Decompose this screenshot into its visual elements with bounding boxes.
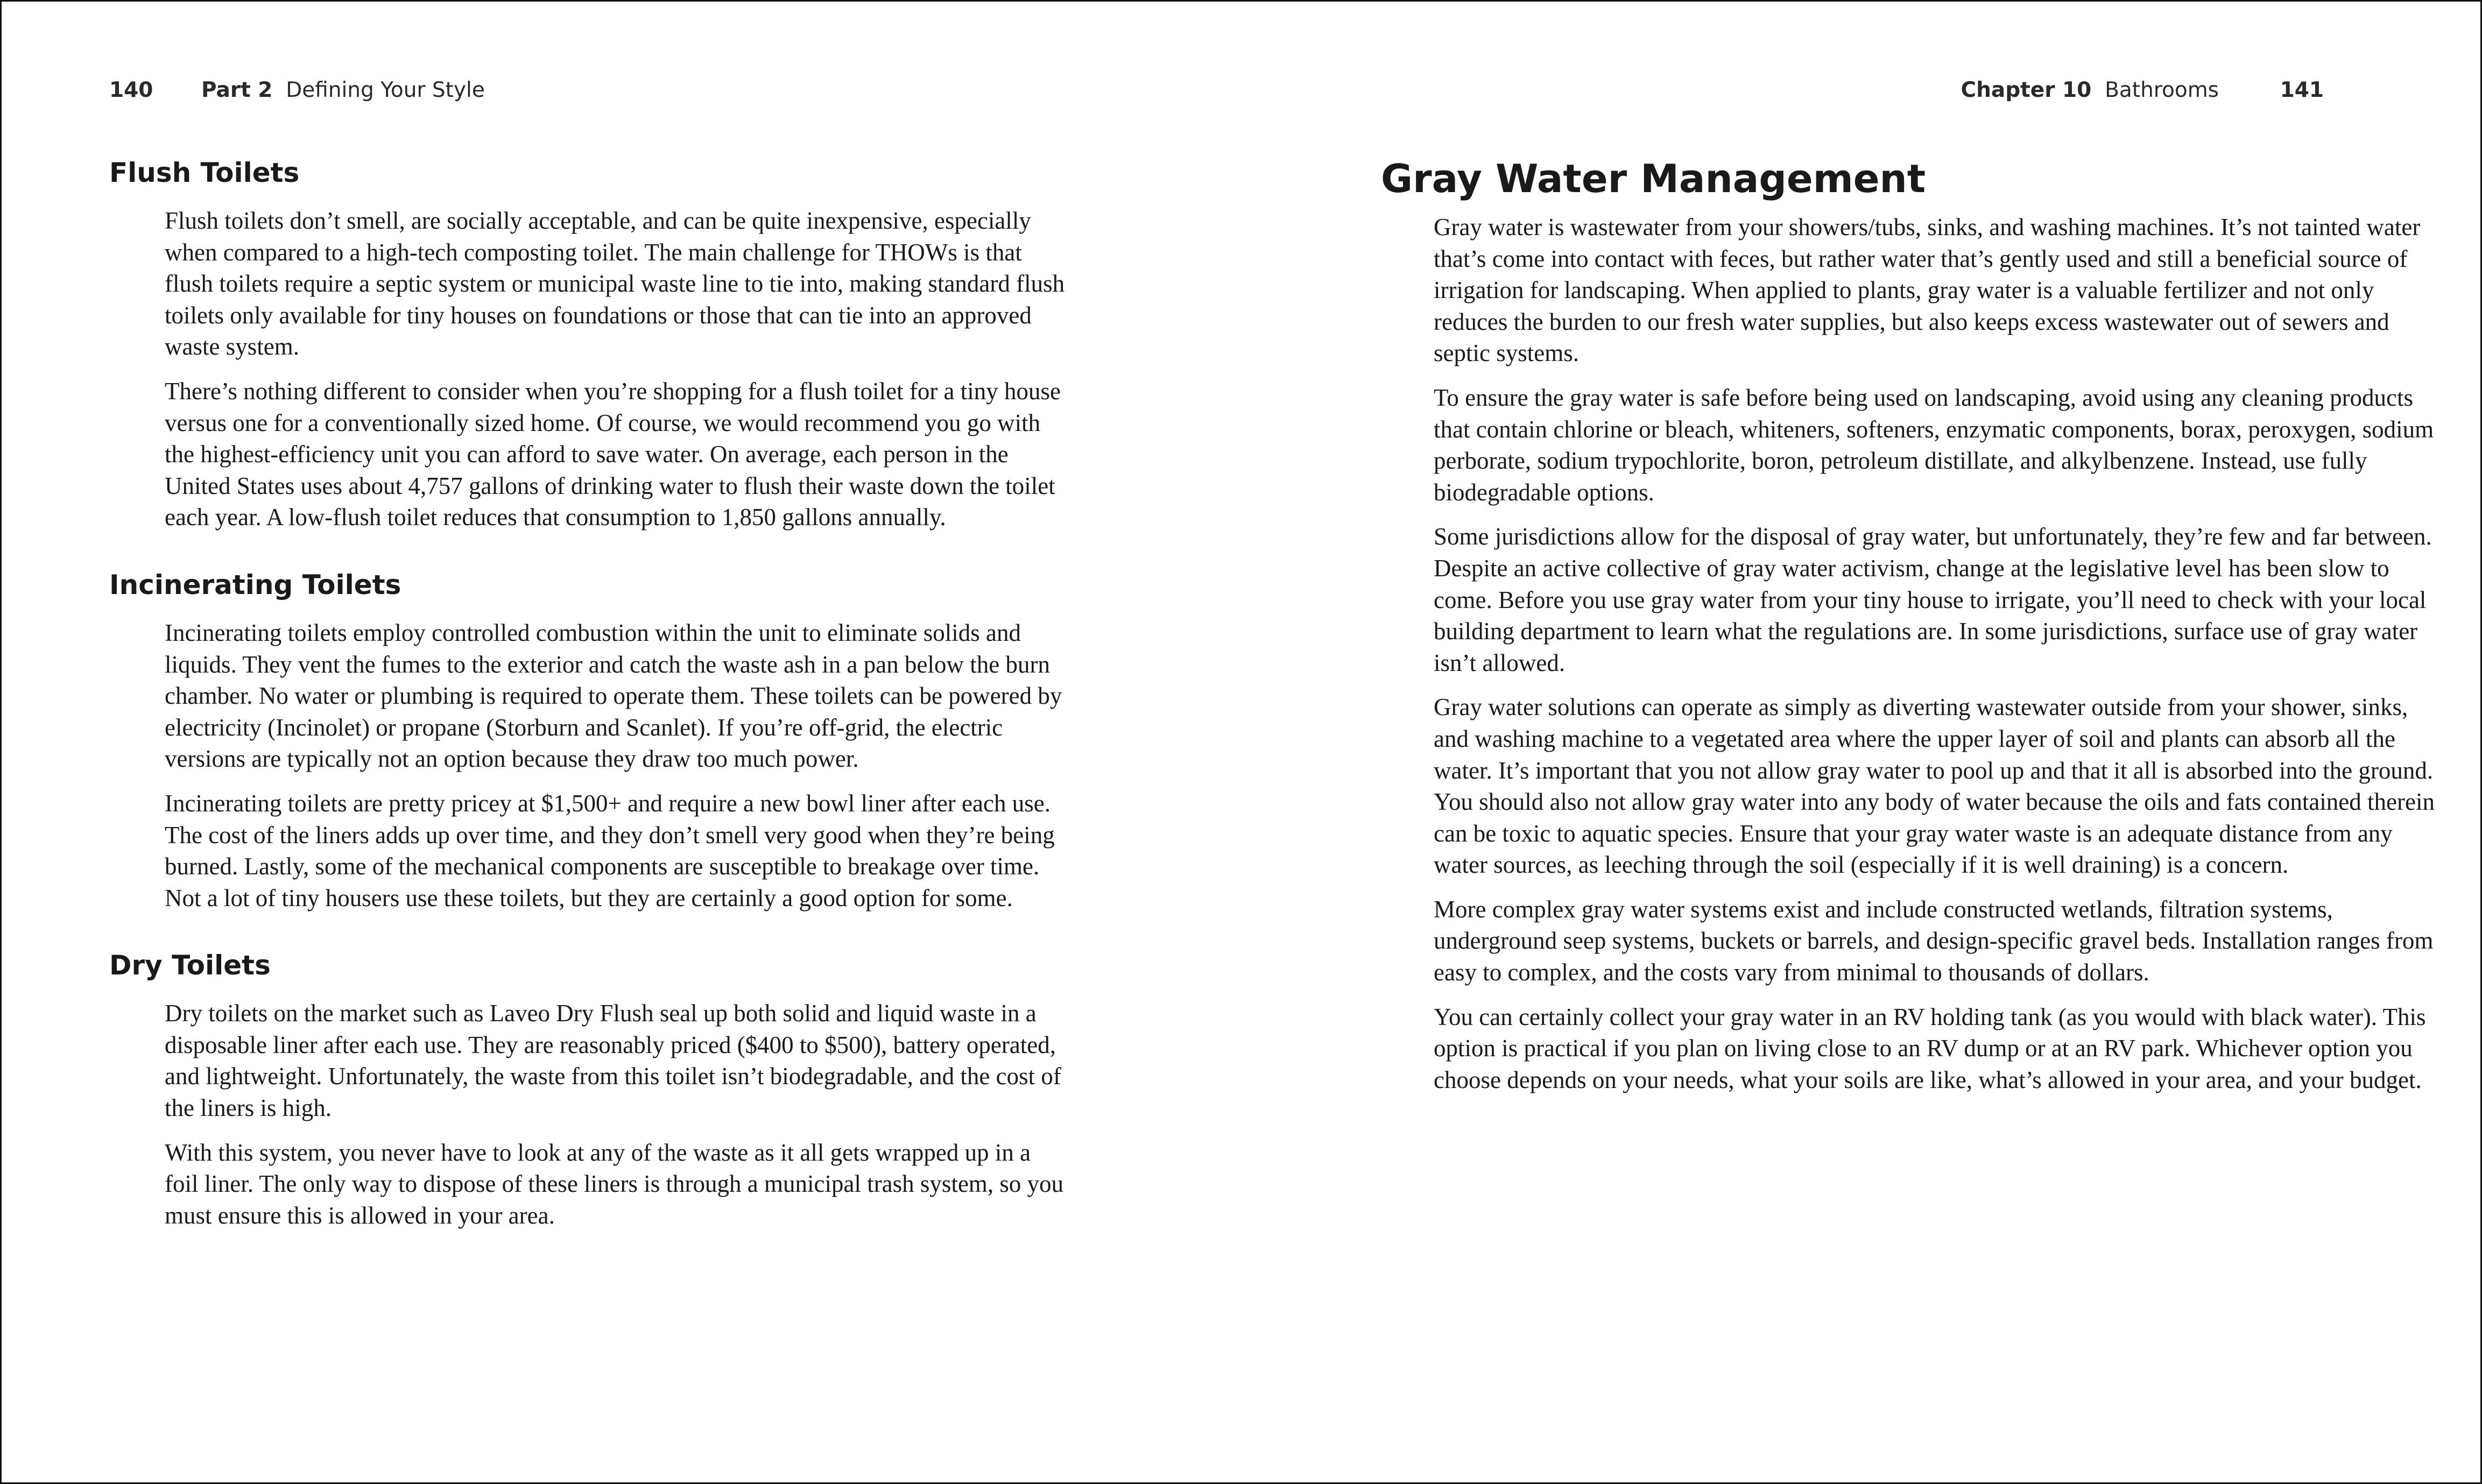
left-page-number: 140 xyxy=(109,78,153,102)
chapter-label: Chapter 10 xyxy=(1961,78,2092,102)
left-page xyxy=(2,2,1241,1482)
part-heading xyxy=(201,78,485,102)
paragraph: More complex gray water systems exist and include constructed wetlands, filtration systems, underground seep systems, buckets or barrels, and design-specific gravel beds. Installation ranges from easy to complex, and the costs vary from minimal to thousands of dollars. xyxy=(1434,895,2434,986)
chapter-heading xyxy=(1961,78,2219,102)
paragraph: To ensure the gray water is safe before being used on landscaping, avoid using any cleaning products that contain chlorine or bleach, whiteners, softeners, enzymatic components, borax, peroxygen, sodium perborate, sodium trypochlorite, boron, petroleum distillate, and alkylbenzene. Instead, use fully biodegradable options. xyxy=(1434,384,2434,506)
paragraph: You can certainly collect your gray water in an RV holding tank (as you would with black water). This option is practical if you plan on living close to an RV dump or at an RV park. Whichever option you choose depends on your needs, what your soils are like, what’s allowed in your area, and your budget. xyxy=(1434,1003,2426,1093)
left-page-content xyxy=(109,156,1067,1244)
right-page-number: 141 xyxy=(2280,78,2324,102)
paragraph: Some jurisdictions allow for the disposal of gray water, but unfortunately, they’re few and far between. Despite an active collective of gray water activism, change at the legislative level has been slow to come. Before you use gray water from your tiny house to irrigate, you’ll need to check with your local building department to learn what the regulations are. In some jurisdictions, surface use of gray water isn’t allowed. xyxy=(1434,523,2432,676)
paragraph: Incinerating toilets employ controlled combustion within the unit to eliminate solids and liquids. They vent the fumes to the exterior and catch the waste ash in a pan below the burn chamber. No water or plumbing is required to operate them. These toilets can be powered by electricity (Incinolet) or propane (Storburn and Scanlet). If you’re off-grid, the electric versions are typically not an option because they draw too much power. xyxy=(165,619,1062,773)
part-label: Part 2 xyxy=(201,78,273,102)
right-page xyxy=(1241,2,2480,1482)
paragraph: Gray water solutions can operate as simply as diverting wastewater outside from your shower, sinks, and washing machine to a vegetated area where the upper layer of soil and plants can absorb all the water. It’s important that you not allow gray water to pool up and that it all is absorbed into the ground. You should also not allow gray water into any body of water because the oils and fats contained therein can be toxic to aquatic species. Ensure that your gray water waste is an adequate distance from any water sources, as leeching through the soil (especially if it is well draining) is a concern. xyxy=(1434,694,2435,879)
part-title: Defining Your Style xyxy=(286,78,485,102)
section-heading-flush-toilets: Flush Toilets xyxy=(109,157,300,188)
paragraph: There’s nothing different to consider when you’re shopping for a flush toilet for a tiny house versus one for a conventionally sized home. Of course, we would recommend you go with the highest-efficiency unit you can afford to save water. On average, each person in the United States uses about 4,757 gallons of drinking water to flush their waste down the toilet each year. A low-flush toilet reduces that consumption to 1,850 gallons annually. xyxy=(165,377,1061,531)
section-heading-dry-toilets: Dry Toilets xyxy=(109,950,271,981)
section-title-gray-water-management: Gray Water Management xyxy=(1381,156,1926,201)
paragraph: With this system, you never have to look at any of the waste as it all gets wrapped up in a foil liner. The only way to dispose of these liners is through a municipal trash system, so you must ensure this is allowed in your area. xyxy=(165,1139,1064,1229)
right-page-content xyxy=(1381,154,2435,1108)
paragraph: Dry toilets on the market such as Laveo Dry Flush seal up both solid and liquid waste in a disposable liner after each use. They are reasonably priced ($400 to $500), battery operated, and lightweight. Unfortunately, the waste from this toilet isn’t biodegradable, and the cost of the liners is high. xyxy=(165,1000,1061,1122)
paragraph: Incinerating toilets are pretty pricey at $1,500+ and require a new bowl liner after each use. The cost of the liners adds up over time, and they don’t smell very good when they’re being burned. Lastly, some of the mechanical components are susceptible to breakage over time. Not a lot of tiny housers use these toilets, but they are certainly a good option for some. xyxy=(165,789,1055,911)
paragraph: Flush toilets don’t smell, are socially acceptable, and can be quite inexpensive, especially when compared to a high-tech composting toilet. The main challenge for THOWs is that flush toilets require a septic system or municipal waste line to tie into, making standard flush toilets only available for tiny houses on foundations or those that can tie into an approved waste system. xyxy=(165,207,1065,361)
chapter-title: Bathrooms xyxy=(2105,78,2219,102)
section-heading-incinerating-toilets: Incinerating Toilets xyxy=(109,569,401,600)
paragraph: Gray water is wastewater from your showers/tubs, sinks, and washing machines. It’s not tainted water that’s come into contact with feces, but rather water that’s gently used and still a beneficial source of irrigation for landscaping. When applied to plants, gray water is a valuable fertilizer and not only reduces the burden to our fresh water supplies, but also keeps excess wastewater out of sewers and septic systems. xyxy=(1434,214,2421,367)
